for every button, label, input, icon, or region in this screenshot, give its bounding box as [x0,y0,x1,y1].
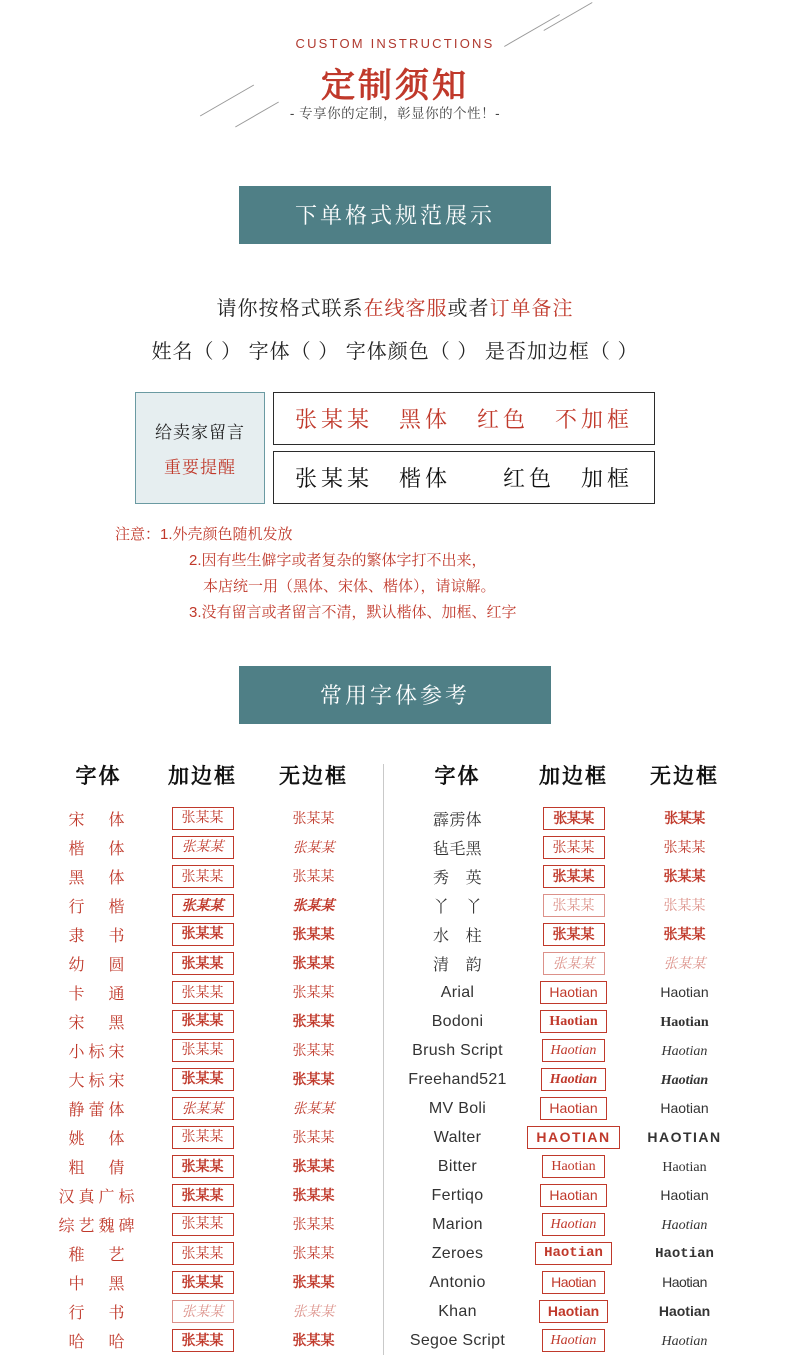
example-row-2 [273,451,655,504]
table-row [398,1065,740,1094]
plain-sample-cell [259,978,369,1007]
boxed-sample: 张某某 [172,923,234,946]
page-header [0,0,790,150]
plain-sample-cell [630,1152,740,1181]
boxed-sample: 张某某 [172,1039,234,1062]
seller-note-line1: 给卖家留言 [155,423,245,442]
boxed-sample: 张某某 [172,981,234,1004]
seller-note-line2: 重要提醒 [164,458,236,477]
font-name: Walter [433,1128,482,1146]
boxed-sample-cell [147,1297,259,1326]
font-name: 霹雳体 [433,812,482,829]
boxed-sample-cell [147,833,259,862]
boxed-sample: 张某某 [172,836,234,859]
boxed-sample-cell [518,920,630,949]
font-name: 行 书 [68,1305,129,1322]
plain-sample: 张某某 [292,1186,335,1203]
plain-sample-cell [630,1297,740,1326]
table-row [398,1123,740,1152]
plain-sample: Haotian [658,1302,711,1319]
boxed-sample-cell [147,1326,259,1355]
boxed-sample: Haotian [540,981,606,1004]
plain-sample: 张某某 [292,1217,335,1233]
boxed-sample: Haotian [542,1271,605,1294]
rule-line-contact [0,292,790,321]
table-row [51,1094,369,1123]
plain-sample: Haotian [662,1159,707,1175]
font-name: 小标宋 [68,1044,129,1061]
example-block [135,392,655,504]
boxed-sample: 张某某 [543,952,605,975]
boxed-sample-cell [518,833,630,862]
table-row [398,1239,740,1268]
table-divider [383,764,384,1355]
plain-sample: Haotian [660,1072,709,1088]
font-name: Freehand521 [408,1070,507,1088]
font-name: 稚 艺 [68,1247,129,1264]
table-row [398,1152,740,1181]
plain-sample-cell [259,1152,369,1181]
plain-sample-cell [630,1036,740,1065]
table-header-row [51,754,369,804]
table-row [51,978,369,1007]
table-row [398,1326,740,1355]
plain-sample-cell [259,804,369,833]
plain-sample-cell [259,1123,369,1152]
column-header-font: 字体 [434,765,481,788]
table-row [398,1036,740,1065]
font-name: Marion [432,1215,483,1233]
boxed-sample-cell [518,1094,630,1123]
boxed-sample: Haotian [542,1329,606,1352]
plain-sample: Haotian [661,1043,708,1059]
boxed-sample: 张某某 [172,1097,234,1120]
note-line-3: 本店统一用（黑体、宋体、楷体），请谅解。 [203,578,496,595]
note-line-4: 3.没有留言或者留言不清，默认楷体、加框、红字 [189,604,517,621]
boxed-sample-cell [518,1268,630,1297]
plain-sample: Haotian [661,1333,708,1349]
boxed-sample: Haotian [540,1097,606,1120]
boxed-sample-cell [147,1036,259,1065]
plain-sample-cell [259,1268,369,1297]
plain-sample: 张某某 [664,809,705,826]
plain-sample: 张某某 [292,1072,335,1088]
font-reference-tables [0,754,790,1355]
boxed-sample-cell [518,1123,630,1152]
boxed-sample-cell [147,1152,259,1181]
plain-sample-cell [630,1123,740,1152]
plain-sample-cell [259,1181,369,1210]
font-name: 行 楷 [68,899,129,916]
boxed-sample-cell [518,1007,630,1036]
page-subtitle: - 专享你的定制，彰显你的个性！- [289,106,501,121]
boxed-sample: 张某某 [172,1155,234,1178]
font-name: Bitter [437,1157,478,1175]
boxed-sample-cell [518,978,630,1007]
example-text-1: 张某某 黑体 红色 不加框 [294,407,633,432]
boxed-sample-cell [147,978,259,1007]
plain-sample-cell [259,1007,369,1036]
font-name: 哈 哈 [68,1334,129,1351]
column-header-plain: 无边框 [279,765,348,788]
table-row [51,1065,369,1094]
boxed-sample-cell [518,804,630,833]
boxed-sample-cell [147,1268,259,1297]
seller-note-box [135,392,265,504]
plain-sample: HAOTIAN [647,1128,722,1145]
font-name: 中 黑 [68,1276,129,1293]
table-row [51,1239,369,1268]
boxed-sample-cell [147,1094,259,1123]
column-header-font: 字体 [75,765,122,788]
font-name: 黑 体 [68,870,129,887]
plain-sample-cell [630,920,740,949]
boxed-sample-cell [147,949,259,978]
plain-sample-cell [259,1036,369,1065]
boxed-sample: Haotian [535,1242,612,1265]
plain-sample: Haotian [660,983,709,1000]
plain-sample: 张某某 [292,1043,335,1059]
table-row [51,949,369,978]
boxed-sample-cell [147,1123,259,1152]
boxed-sample: Haotian [539,1300,608,1323]
table-row [398,949,740,978]
boxed-sample: 张某某 [172,952,234,975]
rule-prefix: 请你按格式联系 [216,298,364,320]
plain-sample-cell [259,920,369,949]
plain-sample-cell [259,1326,369,1355]
boxed-sample-cell [147,1181,259,1210]
table-header-row [398,754,740,804]
table-row [398,1094,740,1123]
table-row [398,891,740,920]
boxed-sample: HAOTIAN [527,1126,619,1149]
example-column [273,392,655,504]
boxed-sample-cell [518,1210,630,1239]
boxed-sample: 张某某 [172,1126,234,1149]
boxed-sample: 张某某 [543,923,605,946]
plain-sample: 张某某 [292,983,335,1000]
table-row [51,1297,369,1326]
table-row [51,804,369,833]
font-name: MV Boli [428,1099,487,1117]
font-name: 汉真广标 [58,1189,139,1206]
font-name: 粗 倩 [68,1160,129,1177]
plain-sample: 张某某 [292,1331,335,1348]
plain-sample-cell [630,1065,740,1094]
boxed-sample: 张某某 [172,1300,234,1323]
table-row [398,1210,740,1239]
table-row [51,833,369,862]
plain-sample-cell [630,1094,740,1123]
font-name: Fertiqo [431,1186,484,1204]
font-name: 丫 丫 [433,899,482,916]
font-name: 隶 书 [68,928,129,945]
boxed-sample-cell [147,804,259,833]
font-name: 大标宋 [68,1073,129,1090]
font-name: Antonio [429,1273,486,1291]
boxed-sample: 张某某 [543,836,605,859]
boxed-sample: 张某某 [543,865,605,888]
boxed-sample-cell [518,1152,630,1181]
boxed-sample-cell [518,949,630,978]
header-eyebrow: CUSTOM INSTRUCTIONS [295,36,495,51]
plain-sample: 张某某 [292,1302,335,1319]
plain-sample: 张某某 [292,867,335,884]
boxed-sample-cell [518,1239,630,1268]
font-name: 秀 英 [433,870,482,887]
table-row [51,1210,369,1239]
table-row [51,862,369,891]
plain-sample: Haotian [655,1246,714,1262]
boxed-sample: Haotian [540,1010,606,1033]
plain-sample-cell [259,1210,369,1239]
table-row [398,804,740,833]
table-row [398,1297,740,1326]
plain-sample: Haotian [660,1099,709,1116]
plain-sample-cell [259,1065,369,1094]
boxed-sample: 张某某 [172,1213,234,1236]
boxed-sample-cell [147,1065,259,1094]
boxed-sample: 张某某 [172,1242,234,1265]
boxed-sample-cell [147,1210,259,1239]
column-header-boxed: 加边框 [539,765,608,788]
section-banner-font-reference: 常用字体参考 [239,666,551,724]
page-title: 定制须知 [321,67,469,105]
boxed-sample: Haotian [542,1213,606,1236]
plain-sample-cell [259,1094,369,1123]
table-row [51,1123,369,1152]
font-name: 卡 通 [68,986,129,1003]
plain-sample: 张某某 [663,896,706,913]
table-row [51,891,369,920]
plain-sample: 张某某 [663,867,706,884]
note-line-1: 注意：1.外壳颜色随机发放 [115,526,293,543]
font-table-right [398,754,740,1355]
font-name: Khan [438,1302,477,1320]
plain-sample: 张某某 [663,954,706,971]
plain-sample-cell [630,833,740,862]
plain-sample-cell [630,862,740,891]
boxed-sample: 张某某 [543,807,605,830]
plain-sample: Haotian [660,1014,709,1030]
table-row [398,978,740,1007]
plain-sample-cell [259,1239,369,1268]
plain-sample-cell [259,862,369,891]
plain-sample: 张某某 [292,927,335,943]
table-row [51,1007,369,1036]
boxed-sample-cell [147,862,259,891]
plain-sample-cell [259,949,369,978]
plain-sample: 张某某 [292,1244,335,1261]
plain-sample-cell [259,891,369,920]
rule-highlight-remark: 订单备注 [489,298,574,320]
font-name: Brush Script [412,1041,503,1059]
rule-middle: 或者 [447,298,490,320]
boxed-sample-cell [147,891,259,920]
plain-sample: 张某某 [292,1130,335,1146]
boxed-sample: 张某某 [172,1068,234,1091]
plain-sample-cell [630,1326,740,1355]
font-name: 宋 体 [68,812,129,829]
font-name: 清 韵 [433,957,482,974]
table-row [51,920,369,949]
plain-sample: 张某某 [292,1273,335,1290]
plain-sample: 张某某 [292,1157,335,1174]
section-banner-wrap [0,666,790,724]
rule-line-fields: 姓名（ ） 字体（ ） 字体颜色（ ） 是否加边框（ ） [151,341,639,363]
boxed-sample-cell [147,1239,259,1268]
boxed-sample-cell [518,891,630,920]
table-row [51,1036,369,1065]
plain-sample-cell [259,1297,369,1326]
plain-sample-cell [630,804,740,833]
font-name: 静蕾体 [68,1102,129,1119]
table-row [398,1268,740,1297]
boxed-sample: Haotian [542,1155,604,1178]
boxed-sample-cell [147,1007,259,1036]
example-row-1 [273,392,655,445]
plain-sample: Haotian [660,1186,709,1203]
notes-block [115,522,675,626]
boxed-sample: 张某某 [172,865,234,888]
column-header-plain: 无边框 [650,765,719,788]
boxed-sample-cell [518,1326,630,1355]
boxed-sample-cell [518,1297,630,1326]
font-name: 宋 黑 [68,1015,129,1032]
boxed-sample: Haotian [542,1039,606,1062]
boxed-sample: 张某某 [172,1329,234,1352]
boxed-sample: 张某某 [543,894,605,917]
boxed-sample: 张某某 [172,807,234,830]
plain-sample-cell [630,1210,740,1239]
note-line-2: 2.因有些生僻字或者复杂的繁体字打不出来， [189,552,487,569]
table-row [51,1326,369,1355]
font-name: 幼 圆 [68,957,129,974]
boxed-sample: 张某某 [172,1271,234,1294]
plain-sample: Haotian [661,1217,708,1233]
section-banner-order-format: 下单格式规范展示 [239,186,551,244]
plain-sample: 张某某 [292,840,335,856]
table-row [398,862,740,891]
font-name: 综艺魏碑 [58,1218,139,1235]
plain-sample: 张某某 [292,811,335,827]
boxed-sample-cell [147,920,259,949]
boxed-sample-cell [518,862,630,891]
plain-sample-cell [630,1268,740,1297]
boxed-sample: Haotian [540,1184,606,1207]
font-table-left [51,754,369,1355]
plain-sample: Haotian [662,1273,707,1290]
plain-sample: 张某某 [663,838,706,855]
font-name: Segoe Script [409,1331,506,1349]
example-text-2: 张某某 楷体 红色 加框 [294,466,633,491]
boxed-sample: 张某某 [172,894,234,917]
font-name: 楷 体 [68,841,129,858]
plain-sample: 张某某 [292,1014,335,1030]
plain-sample-cell [630,978,740,1007]
table-row [398,920,740,949]
plain-sample: 张某某 [663,925,706,942]
rule-highlight-service: 在线客服 [363,298,448,320]
table-row [398,833,740,862]
font-name: Bodoni [431,1012,484,1030]
plain-sample-cell [630,891,740,920]
table-row [398,1181,740,1210]
plain-sample-cell [630,1181,740,1210]
plain-sample-cell [630,949,740,978]
plain-sample-cell [630,1007,740,1036]
column-header-boxed: 加边框 [168,765,237,788]
font-name: Arial [440,983,475,1001]
boxed-sample: 张某某 [172,1184,234,1207]
table-row [398,1007,740,1036]
table-row [51,1152,369,1181]
decorative-line [544,2,593,31]
plain-sample: 张某某 [292,896,335,913]
plain-sample: 张某某 [292,1099,335,1116]
plain-sample: 张某某 [292,954,335,971]
table-row [51,1268,369,1297]
font-name: 水 柱 [433,928,482,945]
font-name: Zeroes [431,1244,484,1262]
font-name: 姚 体 [68,1131,129,1148]
boxed-sample: 张某某 [172,1010,234,1033]
boxed-sample-cell [518,1065,630,1094]
plain-sample-cell [259,833,369,862]
boxed-sample-cell [518,1036,630,1065]
boxed-sample: Haotian [541,1068,606,1091]
plain-sample-cell [630,1239,740,1268]
font-name: 毡毛黑 [433,841,482,858]
boxed-sample-cell [518,1181,630,1210]
table-row [51,1181,369,1210]
